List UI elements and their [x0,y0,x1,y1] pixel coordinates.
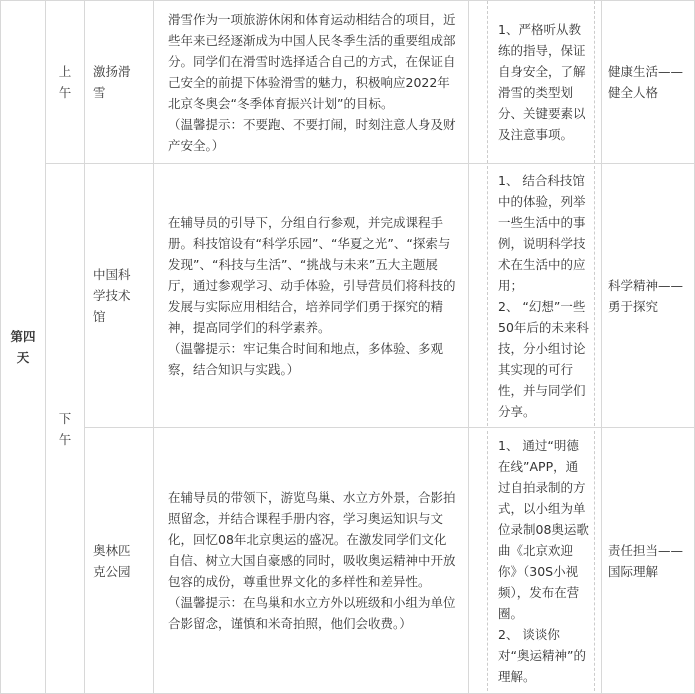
day-label-line1: 第四 [10,329,36,344]
half-day-line1: 下 [58,410,72,426]
activity-tip: （温馨提示：不要跑、不要打闹，时刻注意人身及财产安全。） [168,116,456,153]
value-cell [602,1,695,164]
place-line: 雪 [93,85,106,100]
place-line: 中国科 [93,267,131,282]
goal-item: 2、 谈谈你对“奥运精神”的理解。 [498,626,586,684]
day-cell [1,1,46,694]
goal-item: 1、 通过“明德在线”APP，通过自拍录制的方式，以小组为单位录制08奥运歌曲《北京欢迎你》（30S小视频），发布在营圈。 [498,437,589,621]
place-cell [85,428,154,694]
place-line: 激扬滑 [93,64,131,79]
core-value: 责任担当——国际理解 [608,542,684,579]
activity-description: 滑雪作为一项旅游休闲和体育运动相结合的项目，近些年来已经逐渐成为中国人民冬季生活的重要组成部分。同学们在滑雪时选择适合自己的方式，在保证自己安全的前提下体验滑雪的魅力，积极响应2022年北京冬奥会“冬季体育振兴计划”的目标。 [168,11,456,111]
value-cell [602,164,695,428]
place-line: 学技术 [93,288,131,303]
value-cell [602,428,695,694]
activity-tip: （温馨提示：在鸟巢和水立方外以班级和小组为单位合影留念，谨慎和米奇拍照，他们会收费。） [168,595,456,631]
description-cell [154,1,469,164]
half-day-line2: 午 [58,85,72,100]
half-day-line1: 上 [58,64,72,79]
place-cell [85,1,154,164]
day-label-line2: 天 [16,350,30,365]
goal-item: 2、 “幻想”一些50年后的未来科技，分小组讨论其实现的可行性，并与同学们分享。 [498,298,589,419]
goal-cell [469,428,602,694]
goal-cell [469,164,602,428]
half-day-cell [46,1,85,164]
place-line: 奥林匹 [93,542,131,558]
table-row [1,164,695,428]
place-line: 克公园 [93,563,131,579]
description-cell [154,164,469,428]
core-value: 健康生活——健全人格 [608,64,684,100]
activity-description: 在辅导员的引导下，分组自行参观，并完成课程手册。科技馆设有“科学乐园”、“华夏之光”、“探索与发现”、“科技与生活”、“挑战与未来”五大主题展厅，通过参观学习、动手体验，引导营员们将科技的发展与实际应用相结合，培养同学们勇于探究的精神，提高同学们的科学素养。 [168,214,456,335]
core-value: 科学精神——勇于探究 [608,277,684,314]
half-day-line2: 午 [58,431,72,447]
half-day-cell [46,164,85,694]
place-cell [85,164,154,428]
table-row [1,428,695,694]
activity-tip: （温馨提示：牢记集合时间和地点，多体验、多观察，结合知识与实践。） [168,340,444,377]
goal-item: 1、 结合科技馆中的体验，列举一些生活中的事例，说明科学技术在生活中的应用； [498,172,586,293]
goal-item: 1、严格听从教练的指导，保证自身安全，了解滑雪的类型划分、关键要素以及注意事项。 [498,22,586,142]
goal-cell [469,1,602,164]
table-row [1,1,695,164]
place-line: 馆 [93,309,106,324]
description-cell [154,428,469,694]
activity-description: 在辅导员的带领下，游览鸟巢、水立方外景，合影拍照留念，并结合课程手册内容，学习奥运知识与文化，回忆08年北京奥运的盛况。在激发同学们文化自信、树立大国自豪感的同时，吸收奥运精神中开放包容的成份，尊重世界文化的多样性和差异性。 [168,490,456,589]
